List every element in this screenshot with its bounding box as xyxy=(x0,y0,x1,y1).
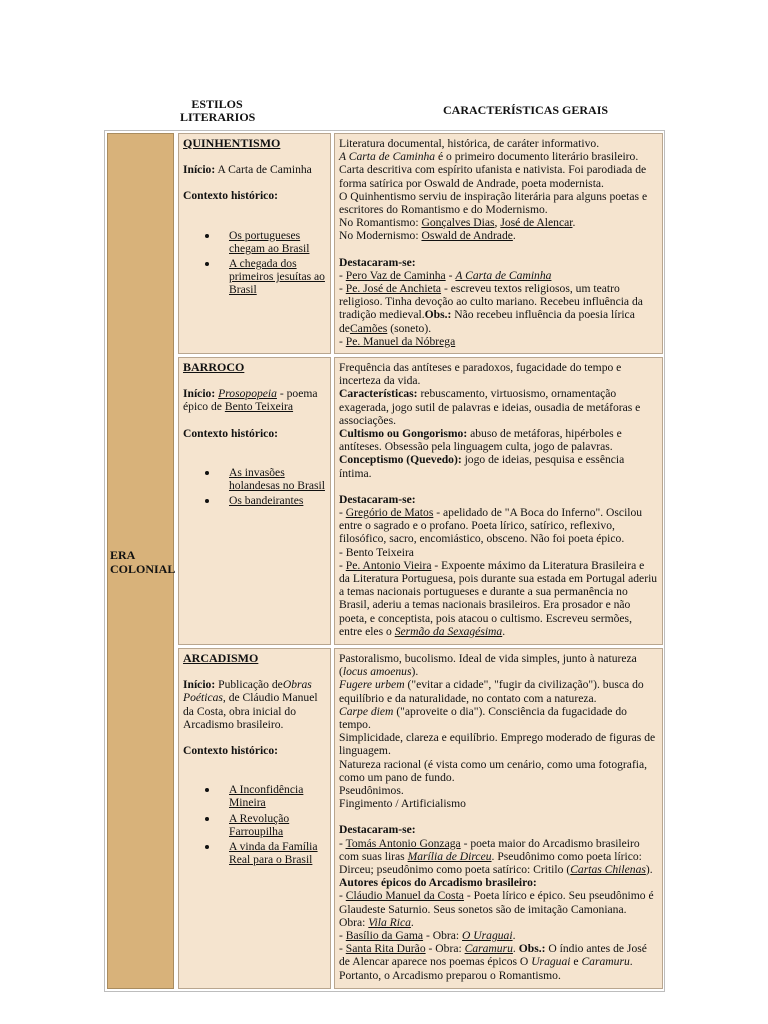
author-link[interactable]: Basílio da Gama xyxy=(345,929,424,943)
author-link[interactable]: Camões xyxy=(349,321,388,335)
contexto-list xyxy=(183,229,326,297)
author-link[interactable]: Gonçalves Dias xyxy=(421,216,495,230)
inicio-text: , de Cláudio Manuel da Costa, obra inicial do Arcadismo brasileiro. xyxy=(183,691,318,731)
work-link[interactable]: Caramuru xyxy=(464,942,513,956)
desc-text: - Obra: xyxy=(423,929,463,943)
contexto-item[interactable]: A Inconfidência Mineira xyxy=(229,783,326,809)
style-title[interactable]: QUINHENTISMO xyxy=(183,136,281,150)
latin-term: locus amoenus xyxy=(342,665,412,679)
desc-text: e xyxy=(570,955,582,969)
contexto-item[interactable]: As invasões holandesas no Brasil xyxy=(229,465,325,493)
desc-line: Frequência das antíteses e paradoxos, fugacidade do tempo e incerteza da vida. xyxy=(339,361,622,388)
column-header-styles: ESTILOS LITERARIOS xyxy=(180,97,256,124)
desc-line: Fingimento / Artificialismo xyxy=(339,797,466,811)
desc-text: Não recebeu influência da poesia lírica de xyxy=(339,308,635,335)
desc-text: - Poeta lírico e épico. Seu pseudônimo é Glaudeste Saturnio. Seus sonetos são de imitação Camoniana. xyxy=(339,889,654,916)
work-link[interactable]: Marília de Dirceu xyxy=(407,849,492,863)
desc-text: O índio antes de José de Alencar aparece nos poemas épicos O xyxy=(339,942,647,969)
inicio-text: - poema épico de xyxy=(183,387,318,414)
desc-text: - apelidado de "A Boca do Inferno". Oscilou entre o sagrado e o profano. Poeta lírico, satírico, reflexivo, filosófico, sacro, encomiástico, obsceno. Não foi poeta épico. xyxy=(339,506,643,546)
desc-text: - escreveu textos religiosos, um teatro religioso. Tinha devoção ao culto mariano. Recebeu influência da tradição medieval. xyxy=(339,282,643,322)
column-header-characteristics: CARACTERÍSTICAS GERAIS xyxy=(443,103,609,117)
desc-line: - Cláudio Manuel da Costa - Poeta lírico e épico. Seu pseudônimo é Glaudeste Saturnio. Seus sonetos são de imitação Camoniana. xyxy=(339,889,654,916)
inicio-text: Publicação de xyxy=(215,678,283,692)
latin-term: Fugere urbem xyxy=(339,678,405,692)
work-link[interactable]: Cartas Chilenas xyxy=(570,863,646,877)
contexto-item[interactable]: Os bandeirantes xyxy=(229,494,326,507)
desc-line: - Pe. Manuel da Nóbrega xyxy=(339,334,456,348)
obs-label: Obs.: xyxy=(515,942,546,956)
desc-label: Autores épicos do Arcadismo brasileiro: xyxy=(339,876,537,890)
desc-label: Conceptismo (Quevedo): xyxy=(339,453,462,467)
author-link[interactable]: Pe. José de Anchieta xyxy=(345,282,442,296)
desc-text: . xyxy=(502,624,506,638)
desc-label: Características: xyxy=(339,387,418,401)
author-link[interactable]: Gregório de Matos xyxy=(345,506,434,520)
latin-term: Carpe diem xyxy=(339,704,394,718)
desc-line: Natureza racional (é vista como um cenário, como uma fotografia, como um pano de fundo. xyxy=(339,757,648,784)
era-label: ERA COLONIAL xyxy=(110,548,176,576)
work-title: A Carta de Caminha xyxy=(339,150,436,164)
desc-text: (soneto). xyxy=(387,321,432,335)
desc-line xyxy=(339,678,658,704)
work-title: Obras Poéticas xyxy=(183,678,312,705)
author-link[interactable]: Cláudio Manuel da Costa xyxy=(345,889,464,903)
desc-line: - Tomás Antonio Gonzaga - poeta maior do Arcadismo brasileiro com suas liras Marília de Dirceu. Pseudônimo como poeta lírico: Dirceu; pseudônimo como poeta satírico: Critilo (Cartas Chilenas). Autores épicos do Arcadismo brasileiro: xyxy=(339,836,653,890)
inicio-line xyxy=(183,387,326,413)
contexto-item[interactable]: A vinda da Família Real para o Brasil xyxy=(229,840,326,866)
destacaram-label: Destacaram-se: xyxy=(339,823,416,837)
desc-line: Obra: Vila Rica. xyxy=(339,915,414,929)
inicio-label: Início: xyxy=(183,387,216,401)
desc-text: - Expoente máximo da Literatura Brasileira e da Literatura Portuguesa, pois durante sua estada em Portugal aderiu a temas nacionais portugueses e durante a sua permanência no Brasil, aderiu a temas nacionais brasileiros. Era prosador e não poeta, e conceptista, pois atacou o cultismo. Escreveu sermões, entre eles o xyxy=(339,558,658,638)
desc-line: - Bento Teixeira xyxy=(339,545,414,559)
work-title: Uraguai xyxy=(531,955,571,969)
author-link[interactable]: Pero Vaz de Caminha xyxy=(345,268,446,282)
desc-text: é o primeiro documento literário brasileiro. xyxy=(435,150,639,164)
desc-text: rebuscamento, virtuosismo, ornamentação exagerada, jogo sutil de palavras e ideias, ousadia de metáforas e associações. xyxy=(339,387,641,427)
inicio-line xyxy=(183,678,326,731)
contexto-item[interactable]: Os portugueses chegam ao Brasil xyxy=(229,229,326,255)
desc-text: Obra: xyxy=(339,915,369,929)
desc-text: ("aproveite o dia"). Consciência da fugacidade do tempo. xyxy=(339,704,627,732)
work-link[interactable]: O Uraguai xyxy=(462,929,513,943)
desc-text: . Pseudônimo como poeta lírico: Dirceu; pseudônimo como poeta satírico: Critilo ( xyxy=(339,849,642,877)
style-title[interactable]: BARROCO xyxy=(183,360,245,374)
desc-text: No Romantismo: xyxy=(339,216,422,230)
desc-line xyxy=(339,387,658,427)
author-link[interactable]: Santa Rita Durão xyxy=(345,942,426,956)
destacaram-label: Destacaram-se: xyxy=(339,255,416,269)
desc-text: ("evitar a cidade", "fugir da civilização"). busca do equilíbrio e da naturalidade, no contato com a natureza. xyxy=(339,678,644,705)
desc-line xyxy=(339,453,658,479)
desc-line: Pseudônimos. xyxy=(339,784,404,798)
desc-line xyxy=(339,652,658,678)
contexto-list xyxy=(183,466,326,508)
author-link[interactable]: José de Alencar xyxy=(500,216,573,230)
desc-line: - Pero Vaz de Caminha - A Carta de Caminha xyxy=(339,268,552,282)
desc-line: No Romantismo: Gonçalves Dias, José de Alencar. xyxy=(339,216,576,230)
author-link[interactable]: Bento Teixeira xyxy=(224,400,294,414)
era-cell xyxy=(107,133,174,989)
contexto-label: Contexto histórico: xyxy=(183,189,278,203)
author-link[interactable]: Tomás Antonio Gonzaga xyxy=(345,836,461,850)
contexto-item[interactable]: A Revolução Farroupilha xyxy=(229,812,326,838)
contexto-label: Contexto histórico: xyxy=(183,426,278,440)
desc-text: Pastoralismo, bucolismo. Ideal de vida simples, junto à natureza ( xyxy=(339,652,637,679)
destacaram-label: Destacaram-se: xyxy=(339,492,416,506)
desc-line: Literatura documental, histórica, de caráter informativo. xyxy=(339,137,600,150)
desc-text: - Obra: xyxy=(425,942,465,956)
desc-cell-quinhentismo xyxy=(334,133,663,354)
author-link[interactable]: Pe. Antonio Vieira xyxy=(345,558,432,572)
desc-line: - Gregório de Matos - apelidado de "A Boca do Inferno". Oscilou entre o sagrado e o profano. Poeta lírico, satírico, reflexivo, filosófico, sacro, encomiástico, obsceno. Não foi poeta épico. xyxy=(339,506,643,546)
obs-label: Obs.: xyxy=(424,308,452,322)
desc-line xyxy=(339,150,658,163)
desc-line: - Basílio da Gama - Obra: O Uraguai. xyxy=(339,929,516,943)
contexto-list xyxy=(183,783,326,866)
work-link[interactable]: A Carta de Caminha xyxy=(455,268,552,282)
work-link[interactable]: Vila Rica xyxy=(368,915,411,929)
desc-text: - poeta maior do Arcadismo brasileiro com suas liras xyxy=(339,836,640,863)
desc-line: Simplicidade, clareza e equilíbrio. Emprego moderado de figuras de linguagem. xyxy=(339,731,656,758)
desc-text: ). xyxy=(411,665,419,679)
desc-line: O Quinhentismo serviu de inspiração literária para alguns poetas e escritores do Romantismo e do Modernismo. xyxy=(339,189,648,217)
desc-line: - Pe. Antonio Vieira - Expoente máximo da Literatura Brasileira e da Literatura Portuguesa, pois durante sua estada em Portugal aderiu a temas nacionais portugueses e durante a sua permanência no Brasil, aderiu a temas nacionais brasileiros. Era prosador e não poeta, e conceptista, pois atacou o cultismo. Escreveu sermões, entre eles o Sermão da Sexagésima. xyxy=(339,558,658,638)
desc-text: abuso de metáforas, hipérboles e antíteses. Obsessão pela linguagem culta, jogo de palavras. xyxy=(339,427,622,454)
inicio-label: Início: xyxy=(183,163,216,177)
desc-cell-barroco xyxy=(334,357,663,645)
desc-text: No Modernismo: xyxy=(339,229,422,243)
contexto-label: Contexto histórico: xyxy=(183,744,278,758)
work-link[interactable]: Prosopopeia xyxy=(218,387,277,401)
desc-text: . xyxy=(629,955,633,969)
style-cell-arcadismo xyxy=(178,648,331,989)
desc-label: Cultismo ou Gongorismo: xyxy=(339,427,468,441)
author-link[interactable]: Pe. Manuel da Nóbrega xyxy=(345,334,456,348)
inicio-text: A Carta de Caminha xyxy=(217,163,312,177)
author-link[interactable]: Oswald de Andrade xyxy=(421,229,513,243)
desc-line xyxy=(339,705,658,731)
contexto-item[interactable]: A chegada dos primeiros jesuítas ao Brasil xyxy=(229,257,325,297)
style-cell-barroco xyxy=(178,357,331,645)
desc-line: - Pe. José de Anchieta - escreveu textos religiosos, um teatro religioso. Tinha devoção ao culto mariano. Recebeu influência da tradição medieval.Obs.: Não recebeu influência da poesia lírica deCamões (soneto). xyxy=(339,282,643,335)
desc-line: No Modernismo: Oswald de Andrade. xyxy=(339,229,516,243)
work-title: Caramuru xyxy=(581,955,630,969)
inicio-line xyxy=(183,163,326,176)
style-title[interactable]: ARCADISMO xyxy=(183,651,259,665)
desc-text: ). xyxy=(645,863,653,877)
desc-line: - Santa Rita Durão - Obra: Caramuru. Obs.: O índio antes de José de Alencar aparece nos poemas épicos O Uraguai e Caramuru. xyxy=(339,942,647,969)
work-link[interactable]: Sermão da Sexagésima xyxy=(394,624,503,638)
desc-line: Portanto, o Arcadismo preparou o Romantismo. xyxy=(339,968,561,982)
desc-line: Carta descritiva com espírito ufanista e nativista. Foi parodiada de forma satírica por Oswald de Andrade, poeta modernista. xyxy=(339,163,647,190)
style-cell-quinhentismo xyxy=(178,133,331,354)
inicio-label: Início: xyxy=(183,678,216,692)
desc-text: jogo de ideias, pesquisa e essência íntima. xyxy=(339,453,625,480)
desc-cell-arcadismo xyxy=(334,648,663,989)
desc-line xyxy=(339,427,658,453)
